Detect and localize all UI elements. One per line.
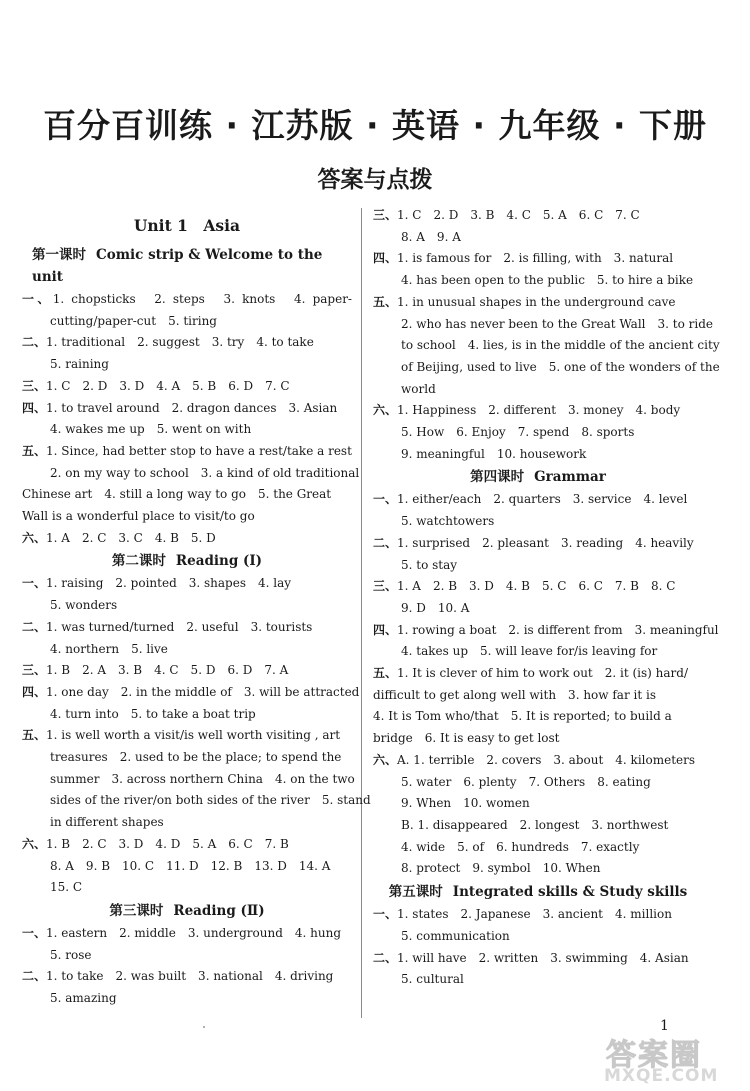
- section-number: 六、: [373, 752, 398, 767]
- answer-line: [22, 332, 352, 354]
- answer-line: difficult to get along well with 3. how far it is: [373, 687, 656, 702]
- answer-text: 1. Since, had better stop to have a rest/take a rest: [46, 443, 352, 458]
- lesson-name: Grammar: [534, 469, 606, 486]
- answer-line: 5. wonders: [50, 598, 118, 613]
- answer-line: [22, 966, 352, 988]
- section-number: 一、: [373, 907, 398, 922]
- answer-text: 1. surprised 2. pleasant 3. reading 4. heavily: [397, 535, 694, 550]
- answer-line: 4. takes up 5. will leave for/is leaving for: [401, 644, 658, 659]
- answer-line: 5. water 6. plenty 7. Others 8. eating: [401, 774, 651, 789]
- section-number: 六、: [22, 530, 47, 545]
- answer-line: 8. A 9. A: [401, 229, 461, 244]
- page-subtitle: 答案与点拨: [317, 167, 433, 193]
- answer-line: 5. amazing: [50, 991, 117, 1006]
- section-number: 二、: [373, 535, 398, 550]
- answer-line: [22, 289, 352, 311]
- section-number: 四、: [22, 400, 47, 415]
- section-number: 四、: [373, 622, 398, 637]
- answer-line: 5. How 6. Enjoy 7. spend 8. sports: [401, 425, 635, 440]
- answer-line: 4. northern 5. live: [50, 641, 168, 656]
- answer-line: 4. has been open to the public 5. to hire a bike: [401, 273, 694, 288]
- section-number: 二、: [373, 950, 398, 965]
- watermark-url: MXQE.COM: [604, 1066, 719, 1086]
- answer-line: [22, 725, 352, 747]
- answer-line: [22, 923, 352, 945]
- answer-text: 1. is famous for 2. is filling, with 3. natural: [397, 251, 674, 266]
- answer-text: 1. B 2. A 3. B 4. C 5. D 6. D 7. A: [46, 663, 289, 678]
- answer-line: 4. turn into 5. to take a boat trip: [50, 706, 256, 721]
- answer-line: [373, 663, 703, 685]
- answer-text: 1. Happiness 2. different 3. money 4. body: [397, 403, 681, 418]
- answer-text: 1. traditional 2. suggest 3. try 4. to take: [46, 335, 314, 350]
- answer-line: 4. wide 5. of 6. hundreds 7. exactly: [401, 839, 640, 854]
- answer-line: 9. When 10. women: [401, 796, 530, 811]
- lesson-number: 第五课时: [388, 884, 443, 901]
- lesson-name: Integrated skills & Study skills: [452, 884, 688, 901]
- answer-text: 1. either/each 2. quarters 3. service 4. level: [397, 492, 688, 507]
- answer-line: 5. rose: [50, 947, 92, 962]
- answer-line: 4. It is Tom who/that 5. It is reported; to build a: [373, 709, 672, 724]
- section-number: 六、: [373, 403, 398, 418]
- answer-text: 1. A 2. B 3. D 4. B 5. C 6. C 7. B 8. C: [397, 579, 676, 594]
- answer-line: [373, 400, 703, 422]
- answer-line: 15. C: [50, 880, 83, 895]
- answer-text: 1. was turned/turned 2. useful 3. tourists: [46, 619, 313, 634]
- answer-line: [373, 948, 703, 970]
- answer-line: 8. protect 9. symbol 10. When: [401, 861, 601, 876]
- page-number: 1: [660, 1018, 669, 1034]
- answer-line: 2. who has never been to the Great Wall 3. to ride: [401, 316, 713, 331]
- answer-line: 5. to stay: [401, 557, 458, 572]
- column-divider: [361, 208, 362, 1018]
- answer-text: 1. chopsticks 2. steps 3. knots 4. paper-: [52, 292, 352, 306]
- answer-text: 1. eastern 2. middle 3. underground 4. hung: [46, 925, 342, 940]
- answer-line: [373, 292, 703, 314]
- answer-line: [373, 205, 703, 227]
- print-dot: [203, 1026, 205, 1028]
- answer-line: 9. meaningful 10. housework: [401, 446, 587, 461]
- answer-line: [22, 573, 352, 595]
- answer-line: [373, 248, 703, 270]
- section-number: 一、: [22, 576, 47, 591]
- answer-line: [22, 660, 352, 682]
- lesson-number: 第二课时: [111, 553, 166, 570]
- lesson-number: 第一课时: [32, 247, 86, 263]
- answer-line: [22, 441, 352, 463]
- section-number: 三、: [373, 208, 398, 222]
- section-number: 五、: [22, 728, 47, 743]
- answer-line: 5. cultural: [401, 972, 464, 987]
- section-number: 四、: [22, 684, 47, 699]
- answer-line: [22, 376, 352, 398]
- answer-line: world: [401, 381, 436, 396]
- answer-text: 1. rowing a boat 2. is different from 3. meaningful: [397, 622, 719, 637]
- answer-line: in different shapes: [50, 815, 164, 830]
- answer-line: [373, 489, 703, 511]
- section-number: 一、: [373, 492, 398, 507]
- answer-line: [22, 682, 360, 704]
- section-number: 三、: [22, 378, 47, 393]
- answer-line: [22, 398, 352, 420]
- section-number: 五、: [22, 443, 47, 458]
- answer-line: B. 1. disappeared 2. longest 3. northwest: [401, 817, 669, 832]
- answer-line: [22, 617, 352, 639]
- section-number: 四、: [373, 251, 398, 266]
- section-number: 一、: [22, 292, 53, 306]
- answer-line: summer 3. across northern China 4. on the two: [50, 771, 355, 786]
- watermark-text: 答案圈: [606, 1038, 702, 1073]
- answer-line: [373, 576, 703, 598]
- answer-text: 1. It is clever of him to work out 2. it (is) hard/: [397, 666, 689, 681]
- answer-line: of Beijing, used to live 5. one of the wonders of the: [401, 359, 720, 374]
- answer-line: 8. A 9. B 10. C 11. D 12. B 13. D 14. A: [50, 858, 331, 873]
- section-number: 三、: [22, 663, 47, 678]
- answer-line: 5. communication: [401, 928, 510, 943]
- section-number: 五、: [373, 294, 398, 309]
- lesson-number: 第三课时: [109, 902, 164, 919]
- unit-title: Unit 1 Asia: [133, 216, 241, 235]
- answer-line: to school 4. lies, is in the middle of the ancient city: [401, 338, 720, 353]
- left-column: [22, 205, 371, 1010]
- answer-text: 1. states 2. Japanese 3. ancient 4. million: [397, 907, 672, 922]
- answer-text: 1. C 2. D 3. B 4. C 5. A 6. C 7. C: [397, 208, 640, 222]
- page-title: 百分百训练 · 江苏版 · 英语 · 九年级 · 下册: [42, 106, 708, 145]
- answer-line: [22, 834, 352, 856]
- answer-text: 1. is well worth a visit/is well worth visiting , art: [46, 728, 341, 743]
- answer-line: sides of the river/on both sides of the river 5. stand: [50, 793, 371, 808]
- answer-line: [373, 533, 703, 555]
- lesson-heading: [373, 881, 703, 903]
- answer-line: cutting/paper-cut 5. tiring: [50, 313, 217, 328]
- lesson-heading: [22, 550, 352, 572]
- section-number: 二、: [22, 335, 47, 350]
- lesson-heading: [373, 466, 703, 488]
- lesson-heading: [22, 900, 352, 922]
- section-number: 二、: [22, 619, 47, 634]
- answer-text: 1. raising 2. pointed 3. shapes 4. lay: [46, 576, 292, 591]
- answer-line: bridge 6. It is easy to get lost: [373, 731, 560, 746]
- answer-line: 5. watchtowers: [401, 514, 495, 529]
- section-number: 五、: [373, 666, 398, 681]
- answer-text: 1. A 2. C 3. C 4. B 5. D: [46, 530, 216, 545]
- watermark-logo: [600, 1024, 745, 1086]
- answer-text: 1. will have 2. written 3. swimming 4. Asian: [397, 950, 689, 965]
- answer-line: [373, 904, 703, 926]
- section-number: 六、: [22, 836, 47, 851]
- lesson-heading: [22, 244, 352, 288]
- answer-text: 1. C 2. D 3. D 4. A 5. B 6. D 7. C: [46, 378, 290, 393]
- answer-line: 5. raining: [50, 357, 109, 372]
- answer-text: 1. one day 2. in the middle of 3. will be attracted: [46, 684, 360, 699]
- lesson-name: Reading (Ⅰ): [175, 553, 263, 570]
- answer-line: [373, 750, 703, 772]
- answer-line: treasures 2. used to be the place; to spend the: [50, 750, 342, 765]
- right-column: [373, 205, 720, 991]
- section-number: 二、: [22, 969, 47, 984]
- section-number: 三、: [373, 579, 398, 594]
- answer-line: [22, 528, 352, 550]
- answer-line: [373, 620, 719, 642]
- answer-line: 9. D 10. A: [401, 600, 470, 615]
- answer-text: 1. to take 2. was built 3. national 4. driving: [46, 969, 334, 984]
- answer-line: 4. wakes me up 5. went on with: [50, 422, 252, 437]
- answer-text: 1. to travel around 2. dragon dances 3. Asian: [46, 400, 338, 415]
- answer-text: 1. in unusual shapes in the underground cave: [397, 294, 676, 309]
- answer-text: 1. B 2. C 3. D 4. D 5. A 6. C 7. B: [46, 836, 289, 851]
- lesson-name: Comic strip & Welcome to the unit: [32, 247, 323, 285]
- answer-line: Chinese art 4. still a long way to go 5. the Great: [22, 487, 332, 502]
- lesson-name: Reading (Ⅱ): [173, 902, 265, 919]
- answer-line: Wall is a wonderful place to visit/to go: [22, 509, 255, 524]
- section-number: 一、: [22, 925, 47, 940]
- lesson-number: 第四课时: [470, 469, 525, 486]
- answer-line: 2. on my way to school 3. a kind of old traditional: [50, 465, 360, 480]
- answer-text: A. 1. terrible 2. covers 3. about 4. kilometers: [397, 752, 696, 767]
